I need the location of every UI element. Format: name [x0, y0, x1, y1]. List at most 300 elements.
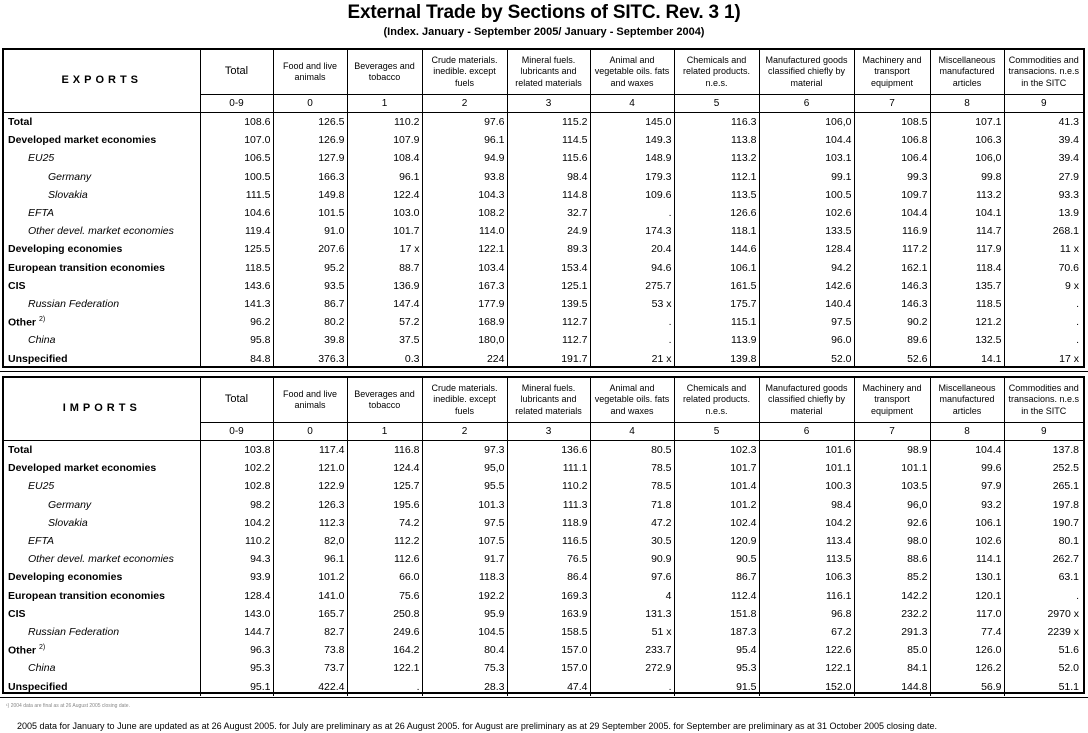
table-cell: 117.4 — [273, 441, 347, 460]
table-cell: 101.3 — [422, 496, 507, 514]
table-cell: 90.2 — [854, 313, 930, 331]
table-row — [4, 331, 1083, 349]
table-cell: 114.0 — [422, 222, 507, 240]
table-cell: 20.4 — [590, 240, 674, 258]
table-cell: 96.1 — [422, 131, 507, 149]
table-cell: 118.5 — [930, 295, 1004, 313]
table-cell: 96.3 — [200, 641, 273, 659]
exports-body — [4, 113, 1083, 368]
column-header: Total — [200, 50, 273, 95]
table-cell: 110.2 — [347, 113, 422, 132]
row-label-text: Germany — [48, 170, 92, 183]
table-row — [4, 477, 1083, 495]
table-cell: 21 x — [590, 349, 674, 367]
table-cell: 52.0 — [1058, 662, 1079, 675]
table-cell: 142.6 — [759, 277, 854, 295]
table-cell: 93.3 — [1058, 188, 1079, 201]
row-label-text: Unspecified — [8, 352, 68, 365]
column-code: 7 — [854, 423, 930, 441]
table-cell: 104.4 — [854, 204, 930, 222]
column-header: Chemicals and related products. n.e.s. — [674, 50, 759, 95]
table-cell: 114.8 — [507, 186, 590, 204]
section-divider — [0, 697, 1088, 698]
column-code: 0 — [273, 95, 347, 113]
table-cell: 114.1 — [930, 550, 1004, 568]
table-cell: 146.3 — [854, 277, 930, 295]
table-cell: 102.4 — [674, 514, 759, 532]
row-label-text: Other — [8, 316, 37, 329]
column-header: Beverages and tobacco — [347, 50, 422, 95]
row-label — [4, 259, 200, 277]
table-row — [4, 514, 1083, 532]
row-label-text: EFTA — [28, 207, 55, 220]
row-label-text: Other devel. market economies — [28, 225, 174, 238]
table-cell: 13.9 — [1058, 207, 1079, 220]
table-cell: 110.2 — [200, 532, 273, 550]
table-cell: 11 x — [1059, 243, 1079, 256]
table-cell: 95.4 — [674, 641, 759, 659]
table-cell: 118.1 — [674, 222, 759, 240]
row-label-text: Developed market economies — [8, 462, 157, 475]
row-label — [4, 641, 200, 659]
column-code: 8 — [930, 423, 1004, 441]
table-cell: 102.6 — [759, 204, 854, 222]
table-cell: 95.5 — [422, 477, 507, 495]
row-label — [4, 459, 200, 477]
table-cell: 101.1 — [759, 459, 854, 477]
footnote-marker: 2) — [38, 643, 46, 651]
table-cell: 107.5 — [422, 532, 507, 550]
table-cell: 116.8 — [347, 441, 422, 460]
table-cell: 107.1 — [930, 113, 1004, 132]
table-cell: 102.2 — [200, 459, 273, 477]
table-cell: 268.1 — [1052, 225, 1079, 238]
table-cell: 106.3 — [759, 568, 854, 586]
table-cell: 101.4 — [674, 477, 759, 495]
table-row — [4, 568, 1083, 586]
table-cell: 90.9 — [590, 550, 674, 568]
table-cell: 376.3 — [273, 349, 347, 367]
imports-header — [4, 378, 1083, 441]
table-cell: 101.1 — [854, 459, 930, 477]
table-cell: 96.1 — [273, 550, 347, 568]
column-header: Food and live animals — [273, 50, 347, 95]
table-cell: 143.6 — [200, 277, 273, 295]
table-cell: 101.2 — [674, 496, 759, 514]
table-cell: . — [590, 677, 674, 695]
table-cell: 63.1 — [1058, 571, 1079, 584]
table-cell: 113.5 — [759, 550, 854, 568]
table-cell: 104.4 — [759, 131, 854, 149]
row-label — [4, 477, 200, 495]
table-cell: 82,0 — [273, 532, 347, 550]
table-cell: 165.7 — [273, 605, 347, 623]
row-label — [4, 149, 200, 167]
table-cell: 166.3 — [273, 168, 347, 186]
table-cell: 95.2 — [273, 259, 347, 277]
table-cell: 103.8 — [200, 441, 273, 460]
table-cell: 88.6 — [854, 550, 930, 568]
table-cell: 116.3 — [674, 113, 759, 132]
exports-header — [4, 50, 1083, 113]
table-cell: 116.5 — [507, 532, 590, 550]
table-cell: 99.8 — [930, 168, 1004, 186]
table-cell: 122.1 — [347, 659, 422, 677]
column-code: 0-9 — [200, 423, 273, 441]
table-cell: 96.1 — [347, 168, 422, 186]
table-cell: 39.4 — [1058, 134, 1079, 147]
table-cell: 101.7 — [674, 459, 759, 477]
table-cell: 101.2 — [273, 568, 347, 586]
column-code: 1 — [347, 95, 422, 113]
column-code: 2 — [422, 423, 507, 441]
table-cell: 167.3 — [422, 277, 507, 295]
table-cell: 117.0 — [930, 605, 1004, 623]
row-label — [4, 587, 200, 605]
column-header: Commodities and transacions. n.e.s in the SITC — [1004, 378, 1083, 423]
table-cell: 113.2 — [674, 149, 759, 167]
table-row — [4, 295, 1083, 313]
row-label — [4, 277, 200, 295]
table-cell: 114.5 — [507, 131, 590, 149]
table-cell: 84.8 — [200, 349, 273, 367]
table-cell: 80.1 — [1058, 535, 1079, 548]
table-cell: 99.1 — [759, 168, 854, 186]
column-header: Crude materials. inedible. except fuels — [422, 50, 507, 95]
table-cell: 86.7 — [273, 295, 347, 313]
column-code: 9 — [1004, 423, 1083, 441]
section-divider — [0, 371, 1088, 372]
table-cell: 114.7 — [930, 222, 1004, 240]
table-cell: 151.8 — [674, 605, 759, 623]
table-cell: 96.0 — [759, 331, 854, 349]
table-cell: 86.7 — [674, 568, 759, 586]
table-cell: 24.9 — [507, 222, 590, 240]
table-cell: 136.9 — [347, 277, 422, 295]
table-cell: 106.5 — [200, 149, 273, 167]
table-row — [4, 550, 1083, 568]
table-cell: 95.3 — [200, 659, 273, 677]
table-cell: 96.2 — [200, 313, 273, 331]
table-cell: 125.5 — [200, 240, 273, 258]
table-cell: 67.2 — [759, 623, 854, 641]
table-cell: 106.8 — [854, 131, 930, 149]
column-code: 7 — [854, 95, 930, 113]
table-cell: 126.3 — [273, 496, 347, 514]
row-label — [4, 496, 200, 514]
column-header: Miscellaneous manufactured articles — [930, 50, 1004, 95]
table-cell: 175.7 — [674, 295, 759, 313]
row-label-text: CIS — [8, 279, 26, 292]
table-cell: . — [590, 331, 674, 349]
table-cell: 53 x — [590, 295, 674, 313]
table-row — [4, 186, 1083, 204]
table-cell: 118.4 — [930, 259, 1004, 277]
table-cell: 112.2 — [347, 532, 422, 550]
table-cell: 144.7 — [200, 623, 273, 641]
table-cell: . — [590, 204, 674, 222]
table-cell: 98.4 — [507, 168, 590, 186]
row-label — [4, 532, 200, 550]
row-label — [4, 623, 200, 641]
table-cell: 122.9 — [273, 477, 347, 495]
table-cell: 113.5 — [674, 186, 759, 204]
row-label — [4, 113, 200, 132]
table-cell: 132.5 — [930, 331, 1004, 349]
table-cell: . — [1076, 334, 1079, 347]
table-cell: 27.9 — [1058, 170, 1079, 183]
table-cell: 47.2 — [590, 514, 674, 532]
table-cell: 97.5 — [759, 313, 854, 331]
row-label-text: European transition economies — [8, 261, 165, 274]
column-code: 4 — [590, 423, 674, 441]
row-label — [4, 168, 200, 186]
column-code: 1 — [347, 423, 422, 441]
row-label-text: Total — [8, 444, 33, 457]
section-label-imports: IMPORTS — [4, 378, 200, 441]
table-cell: 157.0 — [507, 641, 590, 659]
table-cell: 66.0 — [347, 568, 422, 586]
table-cell: 111.3 — [507, 496, 590, 514]
table-cell: 106.3 — [930, 131, 1004, 149]
table-cell: 110.2 — [507, 477, 590, 495]
table-cell: 51 x — [590, 623, 674, 641]
table-cell: 112.1 — [674, 168, 759, 186]
table-cell: 158.5 — [507, 623, 590, 641]
table-cell: 102.8 — [200, 477, 273, 495]
table-cell: 126.0 — [930, 641, 1004, 659]
table-cell: 106,0 — [930, 149, 1004, 167]
table-cell: 113.4 — [759, 532, 854, 550]
table-cell: 127.9 — [273, 149, 347, 167]
table-cell: 107.0 — [200, 131, 273, 149]
table-cell: 94.9 — [422, 149, 507, 167]
table-cell: 17 x — [347, 240, 422, 258]
table-cell: 106.1 — [930, 514, 1004, 532]
row-label-text: EFTA — [28, 535, 55, 548]
table-row — [4, 113, 1083, 132]
table-cell: 252.5 — [1052, 462, 1079, 475]
table-cell: 126.5 — [273, 113, 347, 132]
table-cell: 107.9 — [347, 131, 422, 149]
table-cell: 179.3 — [590, 168, 674, 186]
table-cell: 96.8 — [759, 605, 854, 623]
exports-table — [4, 50, 1083, 368]
column-header: Mineral fuels. lubricants and related materials — [507, 50, 590, 95]
table-row — [4, 168, 1083, 186]
table-cell: 122.6 — [759, 641, 854, 659]
table-cell: 100.3 — [759, 477, 854, 495]
table-cell: 131.3 — [590, 605, 674, 623]
table-cell: 139.8 — [674, 349, 759, 367]
row-label — [4, 550, 200, 568]
table-cell: 109.7 — [854, 186, 930, 204]
section-label-exports: EXPORTS — [4, 50, 200, 113]
table-cell: 115.2 — [507, 113, 590, 132]
table-cell: 41.3 — [1058, 116, 1079, 129]
column-code: 9 — [1004, 95, 1083, 113]
table-cell: 104.6 — [200, 204, 273, 222]
table-row — [4, 496, 1083, 514]
table-cell: 104.4 — [930, 441, 1004, 460]
table-cell: 80.4 — [422, 641, 507, 659]
table-cell: 128.4 — [759, 240, 854, 258]
table-cell: 78.5 — [590, 477, 674, 495]
table-cell: 141.0 — [273, 587, 347, 605]
table-cell: 4 — [590, 587, 674, 605]
column-header: Manufactured goods classified chiefly by material — [759, 378, 854, 423]
table-cell: 75.3 — [422, 659, 507, 677]
table-cell: . — [1076, 589, 1079, 602]
table-cell: 39.4 — [1058, 152, 1079, 165]
table-cell: 113.8 — [674, 131, 759, 149]
table-cell: 169.3 — [507, 587, 590, 605]
table-cell: 108.2 — [422, 204, 507, 222]
table-cell: 146.3 — [854, 295, 930, 313]
table-cell: 143.0 — [200, 605, 273, 623]
table-cell: 145.0 — [590, 113, 674, 132]
table-row — [4, 149, 1083, 167]
table-row — [4, 131, 1083, 149]
table-cell: 71.8 — [590, 496, 674, 514]
table-cell: 104.3 — [422, 186, 507, 204]
column-header: Animal and vegetable oils. fats and waxes — [590, 50, 674, 95]
row-label — [4, 240, 200, 258]
column-code: 6 — [759, 95, 854, 113]
row-label-text: Russian Federation — [28, 297, 120, 310]
table-cell: 122.1 — [422, 240, 507, 258]
table-cell: 78.5 — [590, 459, 674, 477]
table-cell: 177.9 — [422, 295, 507, 313]
table-row — [4, 204, 1083, 222]
table-cell: 148.9 — [590, 149, 674, 167]
column-header: Food and live animals — [273, 378, 347, 423]
table-cell: 174.3 — [590, 222, 674, 240]
table-cell: 144.6 — [674, 240, 759, 258]
table-cell: 119.4 — [200, 222, 273, 240]
row-label-text: China — [28, 334, 56, 347]
table-cell: 113.9 — [674, 331, 759, 349]
table-cell: 84.1 — [854, 659, 930, 677]
exports-table-container — [2, 48, 1085, 368]
row-label-text: Developed market economies — [8, 134, 157, 147]
table-cell: 118.9 — [507, 514, 590, 532]
table-cell: 111.1 — [507, 459, 590, 477]
table-cell: 161.5 — [674, 277, 759, 295]
table-cell: 191.7 — [507, 349, 590, 367]
table-cell: 265.1 — [1052, 480, 1079, 493]
table-cell: 120.1 — [930, 587, 1004, 605]
table-cell: 112.6 — [347, 550, 422, 568]
row-label-text: EU25 — [28, 480, 55, 493]
table-cell: 153.4 — [507, 259, 590, 277]
table-cell: 262.7 — [1052, 553, 1079, 566]
row-label — [4, 659, 200, 677]
table-cell: 139.5 — [507, 295, 590, 313]
row-label — [4, 186, 200, 204]
row-label — [4, 349, 200, 367]
table-cell: 104.1 — [930, 204, 1004, 222]
table-row — [4, 659, 1083, 677]
table-cell: 112.7 — [507, 313, 590, 331]
table-row — [4, 277, 1083, 295]
table-cell: 70.6 — [1058, 261, 1079, 274]
page-subtitle: (Index. January - September 2005/ January - September 2004) — [383, 26, 705, 38]
table-cell: 126.2 — [930, 659, 1004, 677]
table-cell: 249.6 — [347, 623, 422, 641]
column-code: 5 — [674, 95, 759, 113]
table-cell: 103.0 — [347, 204, 422, 222]
table-row — [4, 623, 1083, 641]
table-cell: 125.1 — [507, 277, 590, 295]
table-cell: 142.2 — [854, 587, 930, 605]
table-cell: 102.6 — [930, 532, 1004, 550]
column-header: Animal and vegetable oils. fats and waxes — [590, 378, 674, 423]
table-cell: 95.3 — [674, 659, 759, 677]
table-cell: 102.3 — [674, 441, 759, 460]
imports-table-container — [2, 376, 1085, 694]
table-cell: 124.4 — [347, 459, 422, 477]
table-cell: 163.9 — [507, 605, 590, 623]
row-label-text: European transition economies — [8, 589, 165, 602]
table-cell: 88.7 — [347, 259, 422, 277]
column-header: Total — [200, 378, 273, 423]
table-cell: 152.0 — [759, 677, 854, 695]
table-cell: 147.4 — [347, 295, 422, 313]
table-cell: 93.2 — [930, 496, 1004, 514]
table-cell: 137.8 — [1052, 444, 1079, 457]
column-header: Crude materials. inedible. except fuels — [422, 378, 507, 423]
table-cell: 99.6 — [930, 459, 1004, 477]
table-cell: 57.2 — [347, 313, 422, 331]
table-cell: 224 — [422, 349, 507, 367]
table-cell: 144.8 — [854, 677, 930, 695]
table-cell: 115.6 — [507, 149, 590, 167]
table-cell: 86.4 — [507, 568, 590, 586]
row-label — [4, 514, 200, 532]
table-row — [4, 349, 1083, 367]
row-label-text: China — [28, 662, 56, 675]
column-code: 2 — [422, 95, 507, 113]
table-cell: 121.0 — [273, 459, 347, 477]
table-cell: 82.7 — [273, 623, 347, 641]
table-cell: 80.5 — [590, 441, 674, 460]
table-cell: 100.5 — [759, 186, 854, 204]
table-cell: 106.1 — [674, 259, 759, 277]
table-cell: 95.8 — [200, 331, 273, 349]
table-cell: 98.0 — [854, 532, 930, 550]
table-cell: 0.3 — [347, 349, 422, 367]
table-cell: 122.1 — [759, 659, 854, 677]
table-cell: . — [590, 313, 674, 331]
table-cell: 75.6 — [347, 587, 422, 605]
imports-body — [4, 441, 1083, 696]
table-cell: 108.5 — [854, 113, 930, 132]
table-cell: 100.5 — [200, 168, 273, 186]
table-cell: 109.6 — [590, 186, 674, 204]
row-label — [4, 295, 200, 313]
row-label-text: Developing economies — [8, 243, 123, 256]
table-cell: 128.4 — [200, 587, 273, 605]
row-label — [4, 331, 200, 349]
table-cell: 108.6 — [200, 113, 273, 132]
table-cell: . — [1076, 297, 1079, 310]
column-header: Machinery and transport equipment — [854, 378, 930, 423]
table-cell: 103.1 — [759, 149, 854, 167]
column-code: 4 — [590, 95, 674, 113]
table-cell: 136.6 — [507, 441, 590, 460]
table-cell: 111.5 — [200, 186, 273, 204]
